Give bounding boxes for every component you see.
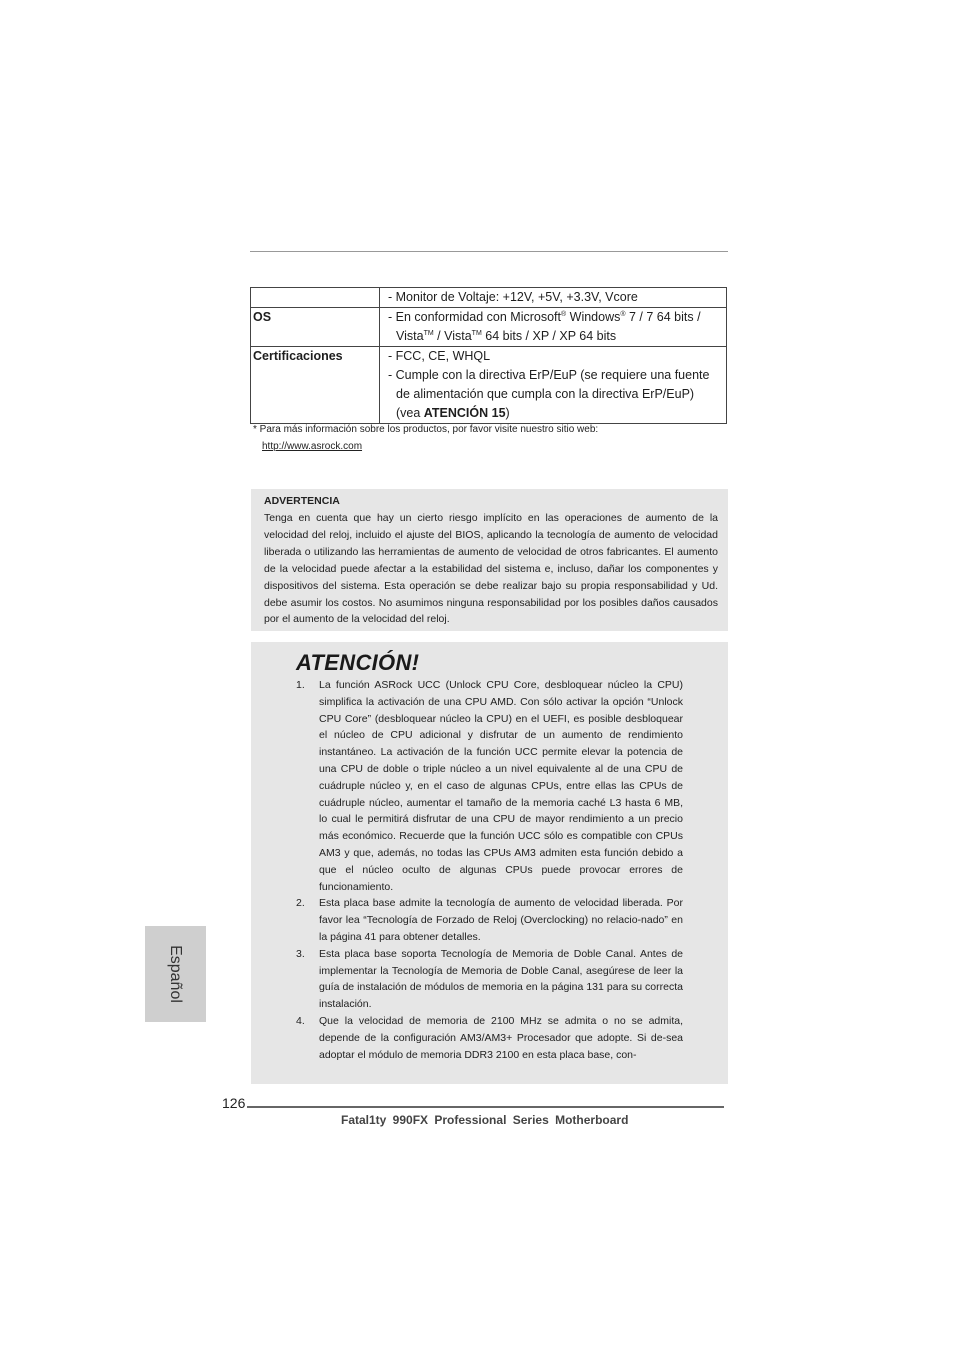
spec-value (380, 347, 727, 424)
warning-body: Tenga en cuenta que hay un cierto riesgo implícito en las operaciones de aumento de la velocidad del reloj, incluido el ajuste del BIOS, aplicando la tecnología de aumento de velocidad liberada o utilizando las herramientas de aumento de velocidad de otros fabricantes. El aumento de la velocidad puede afectar a la estabilidad del sistema e, incluso, dañar los componentes y dispositivos del sistema. Esta operación se debe realizar bajo su propia responsabilidad y Ud. debe asumir los costos. No asumimos ninguna responsabilidad por los posibles daños causados por el aumento de la velocidad del reloj. (264, 512, 718, 626)
website-link[interactable]: http://www.asrock.com (262, 441, 363, 452)
trademark-mark: TM (471, 330, 482, 337)
item-number: 3. (296, 947, 305, 960)
attention-title: ATENCIÓN! (296, 650, 420, 675)
list-item (296, 1013, 683, 1063)
os-text: - En conformidad con Microsoft (388, 310, 561, 324)
table-row (251, 347, 727, 424)
language-label: Español (167, 945, 184, 1003)
os-text: Vista (396, 329, 424, 343)
item-text: La función ASRock UCC (Unlock CPU Core, desbloquear núcleo la CPU) simplifica la activación de una CPU AMD. Con sólo activar la opción “Unlock CPU Core” (desbloquear núcleo la CPU) en el UEFI, es posible desbloquear el núcleo de CPU adicional y disfrutar de un aumento de rendimiento instantáneo. La activación de la función UCC permite elevar la potencia de una CPU de doble o triple núcleo a un nivel equivalente al de una CPU de cuádruple núcleo y, en el caso de algunas CPUs, entre ellas las CPUs de cuádruple núcleo, aumentar el tamaño de la memoria caché L3 hasta 6 MB, lo cual le permitirá disfrutar de una CPU de mayor rendimiento a un precio más económico. Recuerde que la función UCC sólo es compatible con CPUs AM3 y que, además, no todas las CPUs AM3 admiten esta función debido a que el núcleo oculto de algunas CPUs puede provocar errores de funcionamiento. (319, 679, 683, 893)
cert-text: (vea (396, 406, 424, 420)
table-row (251, 308, 727, 347)
warning-title: ADVERTENCIA (264, 495, 340, 507)
spec-value-line (380, 308, 722, 327)
os-text: / Vista (433, 329, 472, 343)
os-text: 7 / 7 64 bits / (625, 310, 701, 324)
registered-mark: ® (561, 311, 567, 318)
attention-box (251, 642, 728, 1084)
item-text: Esta placa base admite la tecnología de aumento de velocidad liberada. Por favor lea “Tecnología de Forzado de Reloj (Overclocking) no relacio-nado” en la página 41 para obtener detalles. (319, 897, 683, 943)
attention-reference: ATENCIÓN 15 (423, 406, 506, 420)
footer-rule (247, 1106, 724, 1108)
footnote-text: * Para más información sobre los productos, por favor visite nuestro sitio web: (253, 424, 599, 435)
language-tab (145, 926, 206, 1022)
table-row (251, 288, 727, 308)
item-text: Que la velocidad de memoria de 2100 MHz se admita o no se admita, depende de la configuración AM3/AM3+ Procesador que adopte. Si de-sea adoptar el módulo de memoria DDR3 2100 en esta placa base, con- (319, 1014, 683, 1061)
page-number: 126 (222, 1095, 246, 1111)
spec-key-os: OS (251, 308, 380, 347)
list-item (296, 946, 683, 1013)
spec-value-line (380, 327, 722, 346)
spec-value-line: - Monitor de Voltaje: +12V, +5V, +3.3V, Vcore (388, 290, 638, 304)
spec-value-line: - FCC, CE, WHQL (388, 349, 491, 363)
item-text: Esta placa base soporta Tecnología de Memoria de Doble Canal. Antes de implementar la Tecnología de Memoria de Doble Canal, asegúrese de leer la guía de instalación de módulos de memoria en la página 131 para su correcta instalación. (319, 947, 683, 1011)
spec-value (380, 308, 727, 347)
cert-text: ) (505, 406, 510, 420)
spec-key-empty (251, 288, 380, 308)
spec-table (250, 287, 727, 424)
os-text: 64 bits / XP / XP 64 bits (481, 329, 617, 343)
list-item (296, 677, 683, 895)
spec-value (380, 288, 727, 308)
spec-key-certifications: Certificaciones (251, 347, 380, 424)
item-number: 4. (296, 1014, 305, 1027)
item-number: 1. (296, 679, 305, 691)
item-number: 2. (296, 897, 305, 910)
spec-value-line: - Cumple con la directiva ErP/EuP (se requiere una fuente (388, 368, 710, 382)
list-item (296, 895, 683, 945)
footer-title: Fatal1ty 990FX Professional Series Motherboard (341, 1113, 629, 1127)
os-text: Windows (566, 310, 621, 324)
attention-list (296, 677, 683, 1063)
registered-mark: ® (620, 311, 626, 318)
footnote (253, 421, 598, 455)
trademark-mark: TM (423, 330, 434, 337)
spec-value-line: de alimentación que cumpla con la directiva ErP/EuP) (396, 387, 695, 401)
top-rule (250, 251, 728, 252)
warning-box (251, 489, 728, 631)
